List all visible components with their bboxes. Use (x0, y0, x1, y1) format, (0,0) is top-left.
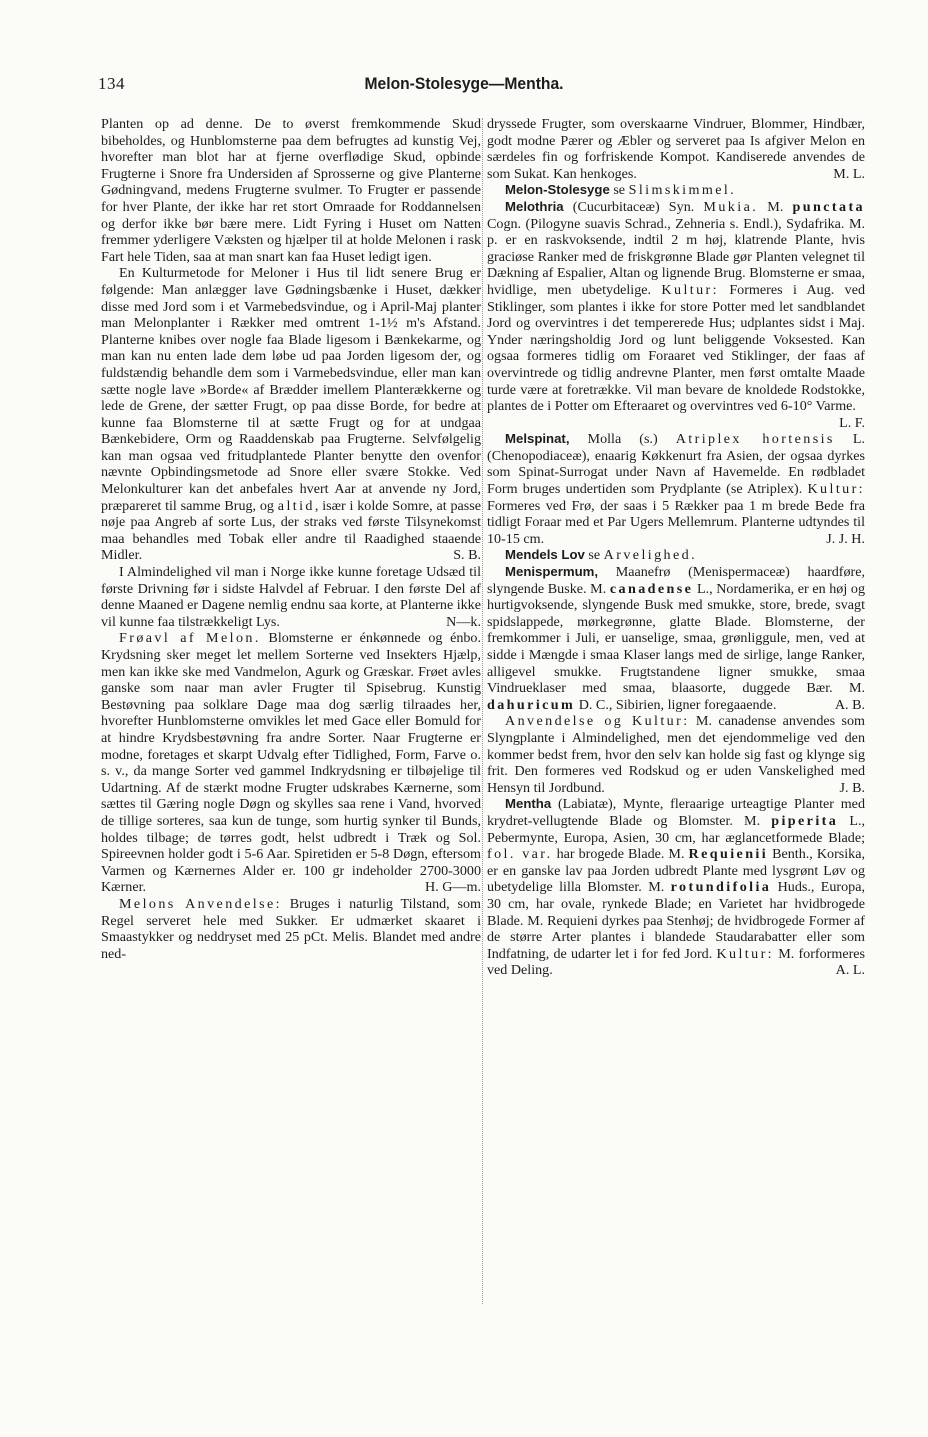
headword: Mentha (505, 796, 552, 812)
signature: A. L. (835, 962, 865, 979)
signature: L. F. (839, 414, 865, 431)
entry-melothria: Melothria (Cucurbitaceæ) Syn. Mukia. M. punctata Cogn. (Pilogyne suavis Schrad., Zehneria s. Endl.), Sydafrika. M. p. er en raskvoksende, indtil 2 m høj, klatrende Plante, hvis graciøse Ranker med de friskgrønne Blade gør Planten velegnet til Dækning af Espalier, Altan og lignende Brug. Blomsterne er smaa, hvidlige, men ubetydelige. Kultur: Formeres i Aug. ved Stiklinger, som plantes i ikke for store Potter med let sandblandet Jord og overvintres i det tempererede Hus; udplantes sidst i Maj. Ynder næringsholdig Jord og lunt beliggende Voksested. Kan ogsaa formeres tidlig om Foraaret ved Stiklinger, der faas af overvintrede og tidlig andrevne Planter, men først omtalte Maade turde være at foretrække. Vil man bevare de knoldede Rodstokke, plantes de i Potter om Efteraaret og overvintres ved 6-10° Varme. L. F. (487, 198, 865, 431)
running-head: Melon-Stolesyge—Mentha. (364, 74, 564, 93)
entry-mendels-lov: Mendels Lov se Arvelighed. (505, 547, 697, 564)
paragraph: Melons Anvendelse: Bruges i naturlig Tilstand, som Regel serveret hele med Sukker. Er udmærket skaaret i Smaastykker og neddryset med 25 pCt. Melis. Blandet med andre ned- (101, 895, 481, 962)
signature: J. B. (839, 779, 865, 796)
entry-melspinat: Melspinat, Molla (s.) Atriplex hortensis L. (Chenopodiaceæ), enaarig Køkkenurt fra Asien, der ogsaa dyrkes som Spinat-Surrogat under Navn af Havemelde. En rødbladet Form bruges undertiden som Prydplante (se Atriplex). Kultur: Formeres ved Frø, der saas i 5 Rækker paa 1 m brede Bede fra tidligt Foraar med et Par Ugers Mellemrum. Planterne udtyndes til 10-15 cm. J. J. H. (487, 431, 865, 547)
page-number: 134 (98, 74, 125, 93)
headword: Menispermum, (505, 564, 599, 580)
right-column (487, 116, 865, 979)
column-divider (482, 118, 483, 1304)
signature: S. B. (453, 547, 481, 564)
entry-menispermum: Menispermum, Maanefrø (Menispermaceæ) haardføre, slyngende Buske. M. canadense L., Nordamerika, er en høj og hurtigvoksende, slyngende Busk med smukke, store, brede, svagt spidslappede, mørkegrønne, glatte Blade. Blomsterne, der fremkommer i Juli, er uanselige, smaa, grønliggule, men, ved at sidde i Mængde i smaa Klaser langs med de sirlige, lange Ranker, alligevel smukke. Frugtstandene ligner smukke, smaa Vindrueklaser med smaa, blaasorte, duggede Bær. M. dahuricum D. C., Sibirien, ligner foregaaende. A. B. (487, 564, 865, 713)
signature: J. J. H. (826, 530, 865, 547)
headword: Melspinat, (505, 431, 570, 447)
paragraph: I Almindelighed vil man i Norge ikke kunne foretage Udsæd til første Drivning før i sidste Halvdel af Februar. I den første Del af denne Maaned er Dagene nemlig endnu saa korte, at Planterne ikke vil kunne faa tilstrækkeligt Lys. N—k. (101, 564, 481, 630)
signature: H. G—m. (425, 879, 481, 896)
paragraph: Planten op ad denne. De to øverst fremkommende Skud bibeholdes, og Hunblomsterne paa dem befrugtes ad kunstig Vej, hvorefter man blot har at fjerne overflødige Skud, opbinde Frugterne i Snore fra Undersiden af Sprosserne og give Planterne Gødningvand, medens Frugterne svulmer. To Frugter er passende for hver Plante, der ikke har ret stort Omraade for Roddannelsen og derfor ikke bør bære mere. Lidt Fyring i Huset om Natten fremmer yderligere Væksten og hjælper til at holde Melonen i rask Fart hele Tiden, saa at man snart kan faa Huset ledigt igen. (101, 116, 481, 265)
entry-melon-stolesyge: Melon-Stolesyge se Slimskimmel. (505, 182, 737, 199)
headword: Melothria (505, 198, 564, 214)
paragraph: Anvendelse og Kultur: M. canadense anvendes som Slyngplante i Almindelighed, men det ejendommelige ved den kommer bedst frem, hvor den selv kan holde sig fast og klynge sig frit. Den formeres ved Rodskud og er uden Vanskelighed med Hensyn til Jordbund. J. B. (487, 713, 865, 796)
paragraph: dryssede Frugter, som overskaarne Vindruer, Blommer, Hindbær, godt modne Pærer og Æbler og serveret paa Is afgiver Melon en særdeles fin og forfriskende Kompot. Kandiserede anvendes de som Sukat. Kan henkoges. M. L. (487, 116, 865, 182)
paragraph: En Kulturmetode for Meloner i Hus til lidt senere Brug er følgende: Man anlægger lave Gødningsbænke i Huset, dækker disse med Jord som i et Varmebedsvindue, og i April-Maj planter man Melonplanter i Rækker med omtrent 1-1½ m's Afstand. Planterne knibes over nogle faa Blade ligesom i Bænkekarme, og man kan nu enten lade dem løbe ud paa Jorden ligesom der, og fuldstændig behandle dem som i Varmebedsvindue, eller man kan sætte nogle lave »Borde« af Brædder imellem Planterækkerne og lede de Grene, der sætter Frugt, op paa disse Borde, for bedre at kunne faa Blomsterne til at sætte Frugt og for at undgaa Bænkebidere, Orm og Raaddenskab paa Frugterne. Selvfølgelig kan man ogsaa ved fritudplantede Planter benytte den ovenfor nævnte Opbindingsmetode ad Snore eller svære Stokke. Ved Melonkulturer kan det anbefales hvert Aar at anvende ny Jord, præpareret til samme Brug, og altid, især i kolde Somre, at passe nøje paa Angreb af sorte Lus, der straks ved første Tilsynekomst maa behandles med Tobak eller andre til Raadighed staaende Midler. S. B. (101, 265, 481, 564)
signature: M. L. (833, 165, 865, 182)
paragraph: Frøavl af Melon. Blomsterne er énkønnede og énbo. Krydsning sker meget let mellem Sorterne ved Insekters Hjælp, men kan ikke ske med Vandmelon, Agurk og Græskar. Frøet avles ganske som naar man avler Frugter til Spisebrug. Kunstig Bestøvning paa solklare Dage maa dog særlig tilraades her, hvorefter Hunblomsterne omvikles let med Gace eller Bomuld for at hindre Krydsbestøvning fra andre Sorter. Naar Frugterne er modne, foretages et skarpt Udvalg efter Tidlighed, Form, Farve o. s. v., da mange Sorter ved gammel Indkrydsning er tilbøjelige til Udartning. Af de stærkt modne Frugter udskrabes Kærnerne, som sættes til Gæring nogle Døgn og skylles saa rene i Vand, hvorved de tillige sorteres, saa kun de tunge, som hurtig synker til Bunds, holdes tilbage; de tørres godt, helst udbredt i Træk og Sol. Spireevnen holder godt i 5-6 Aar. Spiretiden er 5-8 Døgn, eftersom Varmen og Kærnernes Alder er. 100 gr indeholder 2700-3000 Kærner. H. G—m. (101, 630, 481, 896)
headword: Mendels Lov (505, 547, 585, 563)
entry-mentha: Mentha (Labiatæ), Mynte, fleraarige urteagtige Planter med krydret-vellugtende Blade og Blomster. M. piperita L., Pebermynte, Europa, Asien, 30 cm, har æglancetformede Blade; fol. var. har brogede Blade. M. Requienii Benth., Korsika, er en ganske lav paa Jorden udbredt Plante med lysgrønt Løv og ubetydelige lilla Blomster. M. rotundifolia Huds., Europa, 30 cm, har ovale, rynkede Blade; en Varietet har hvidbrogede Blade. M. Requieni dyrkes paa Stenhøj; de hvidbrogede Former af de større Arter plantes i blandede Staudarabatter eller som Indfatning, de udarter let i for fed Jord. Kultur: M. forformeres ved Deling. A. L. (487, 796, 866, 979)
left-column (101, 116, 481, 962)
signature: A. B. (834, 696, 865, 713)
signature: N—k. (446, 613, 481, 630)
headword: Melon-Stolesyge (505, 182, 610, 198)
